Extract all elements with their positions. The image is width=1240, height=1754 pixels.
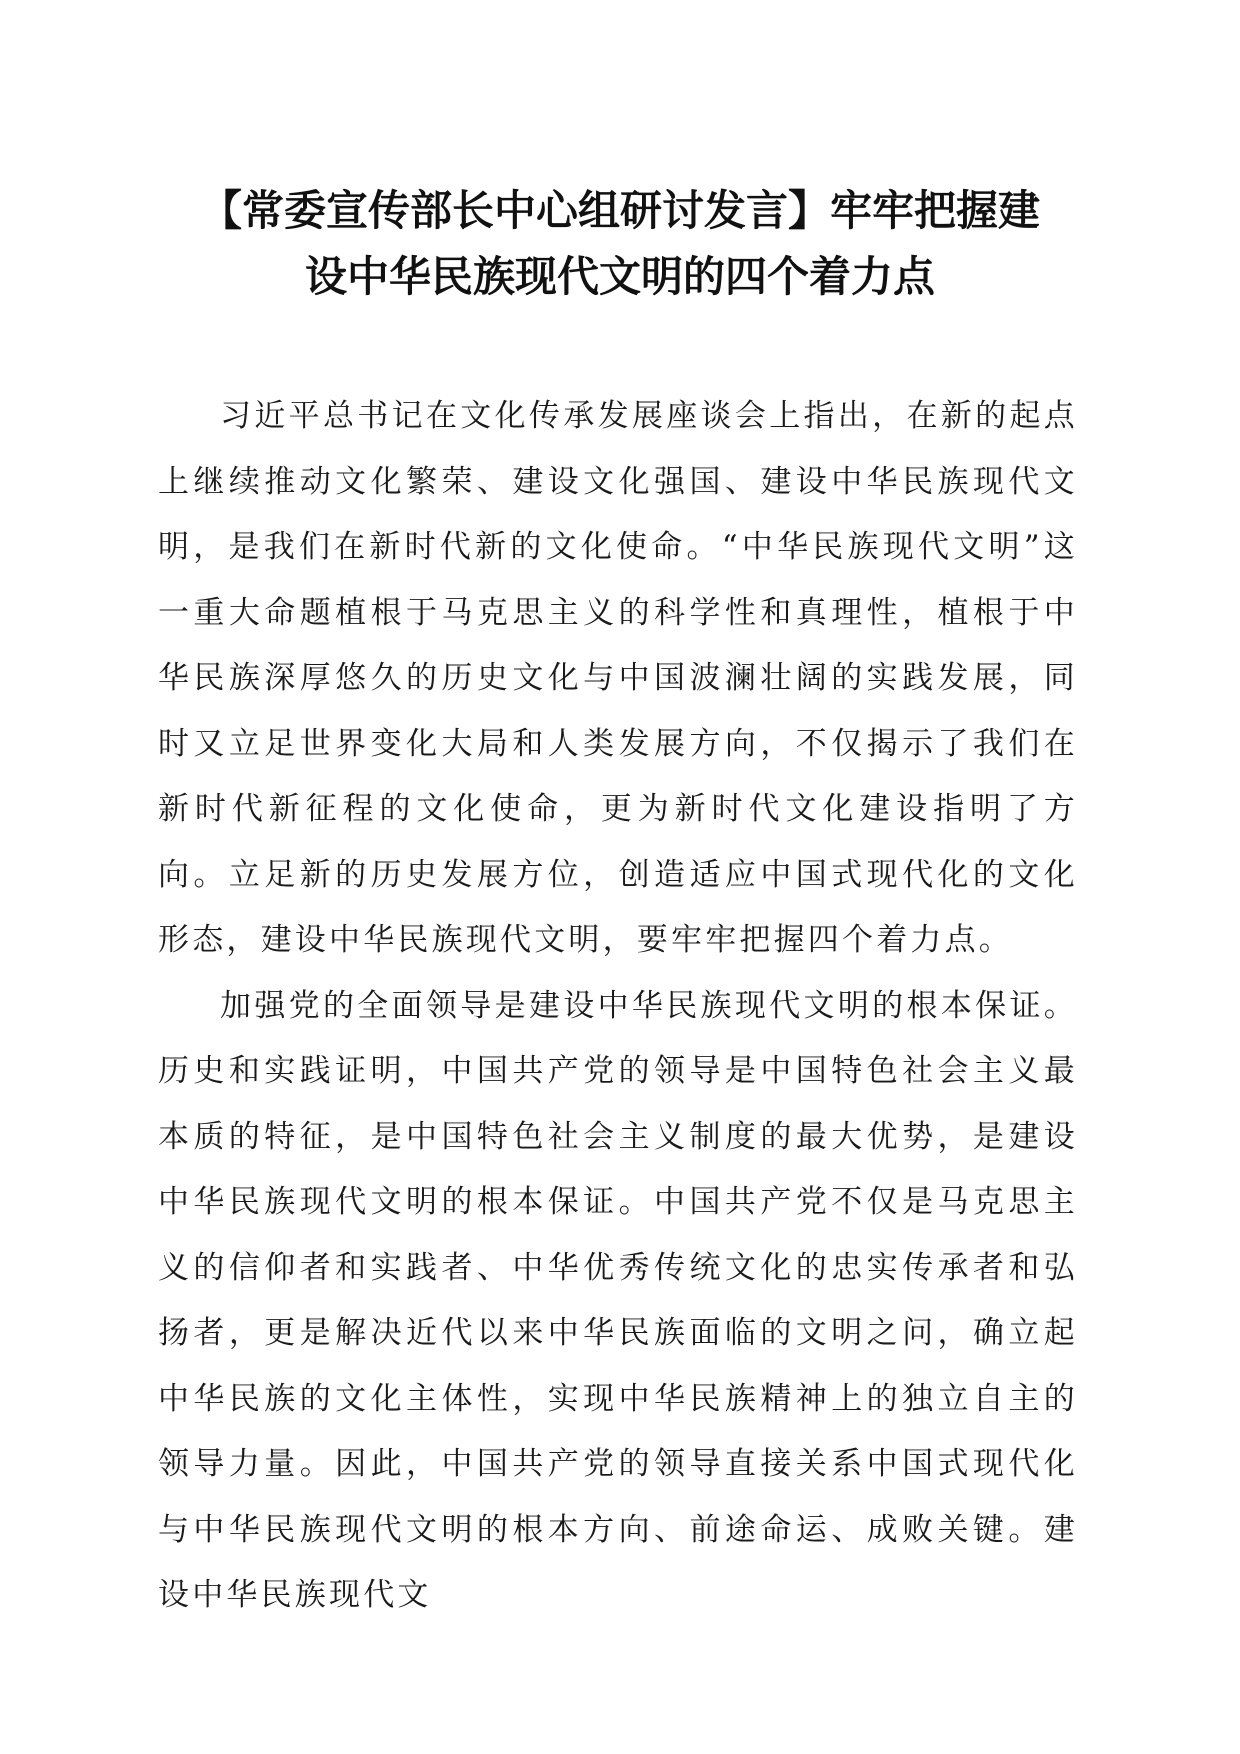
paragraph-2: 加强党的全面领导是建设中华民族现代文明的根本保证。历史和实践证明，中国共产党的领导是中国特色社会主义最本质的特征，是中国特色社会主义制度的最大优势，是建设中华民族现代文明的根本保证。中国共产党不仅是马克思主义的信仰者和实践者、中华优秀传统文化的忠实传承者和弘扬者，更是解决近代以来中华民族面临的文明之问，确立起中华民族的文化主体性，实现中华民族精神上的独立自主的领导力量。因此，中国共产党的领导直接关系中国式现代化与中华民族现代文明的根本方向、前途命运、成败关键。建设中华民族现代文 (158, 987, 1078, 1613)
paragraph-1: 习近平总书记在文化传承发展座谈会上指出，在新的起点上继续推动文化繁荣、建设文化强国、建设中华民族现代文明，是我们在新时代新的文化使命。“中华民族现代文明”这一重大命题植根于马克思主义的科学性和真理性，植根于中华民族深厚悠久的历史文化与中国波澜壮阔的实践发展，同时又立足世界变化大局和人类发展方向，不仅揭示了我们在新时代新征程的文化使命，更为新时代文化建设指明了方向。立足新的历史发展方位，创造适应中国式现代化的文化形态，建设中华民族现代文明，要牢牢把握四个着力点。 (158, 398, 1078, 958)
document-body (158, 384, 1078, 1629)
document-title (150, 178, 1090, 310)
title-line-2: 设中华民族现代文明的四个着力点 (304, 252, 935, 301)
title-line-1: 【常委宣传部长中心组研讨发言】牢牢把握建 (199, 186, 1040, 235)
